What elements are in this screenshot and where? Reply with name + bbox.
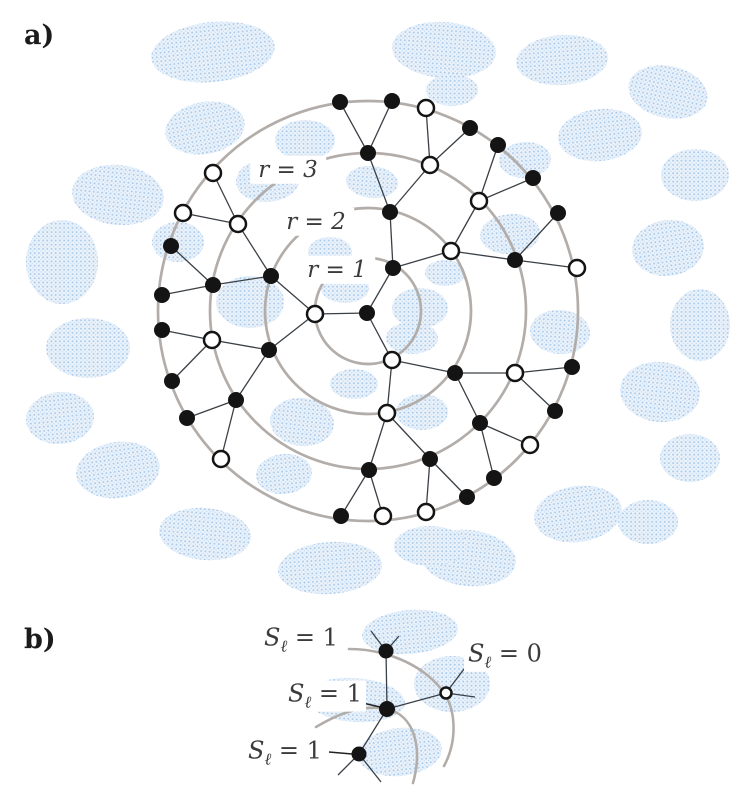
graph-node-filled xyxy=(179,410,195,426)
texture-blob xyxy=(276,538,383,597)
spin-value: = 1 xyxy=(271,736,322,765)
spin-subscript: ℓ xyxy=(484,652,492,672)
panel-a-label: a) xyxy=(24,20,55,51)
graph-node-filled xyxy=(163,238,179,254)
spin-label-top xyxy=(260,625,342,656)
label-connector xyxy=(329,752,352,754)
texture-blob xyxy=(330,369,378,399)
texture-blob xyxy=(152,222,204,262)
texture-blob xyxy=(157,504,253,564)
texture-blob xyxy=(24,389,96,447)
ring-label-r1: r = 1 xyxy=(299,256,375,284)
texture-blob xyxy=(46,318,130,378)
graph-node-open xyxy=(204,332,220,348)
spin-subscript: ℓ xyxy=(264,749,272,769)
graph-node-filled xyxy=(379,701,395,717)
spin-value: = 1 xyxy=(311,679,362,708)
texture-blob xyxy=(161,95,249,160)
panel-b-label: b) xyxy=(24,624,56,655)
texture-blob xyxy=(498,140,552,180)
graph-node-filled xyxy=(459,489,475,505)
graph-node-filled xyxy=(205,277,221,293)
graph-node-open xyxy=(422,157,438,173)
texture-blob xyxy=(390,18,498,81)
graph-node-filled xyxy=(564,359,580,375)
graph-edge xyxy=(368,101,392,153)
graph-node-filled xyxy=(550,205,566,221)
texture-blob xyxy=(628,215,707,280)
graph-node-filled xyxy=(547,403,563,419)
graph-node-filled xyxy=(422,451,438,467)
texture-blob xyxy=(386,322,438,354)
spin-symbol: S xyxy=(264,623,281,652)
spin-value: = 0 xyxy=(491,639,542,668)
graph-node-filled xyxy=(490,137,506,153)
graph-node-filled xyxy=(333,508,349,524)
texture-blob xyxy=(254,451,314,497)
graph-node-filled xyxy=(360,145,376,161)
texture-blob xyxy=(426,74,478,106)
spin-subscript: ℓ xyxy=(304,692,312,712)
graph-node-filled xyxy=(447,365,463,381)
graph-node-open xyxy=(384,352,400,368)
texture-blob xyxy=(617,358,703,426)
texture-blob xyxy=(148,16,278,89)
graph-node-filled xyxy=(263,268,279,284)
graph-node-open xyxy=(418,504,434,520)
spin-symbol: S xyxy=(248,736,265,765)
graph-node-open xyxy=(507,365,523,381)
texture-blob xyxy=(394,526,466,566)
texture-blob xyxy=(529,308,592,356)
graph-edge xyxy=(480,423,494,478)
graph-node-open xyxy=(230,216,246,232)
graph-node-open xyxy=(522,437,538,453)
graph-node-open xyxy=(175,205,191,221)
texture-blob xyxy=(345,164,400,200)
graph-node-open xyxy=(441,688,452,699)
ring-label-r3: r = 3 xyxy=(250,156,326,184)
ring-label-r2: r = 2 xyxy=(278,208,354,236)
graph-node-filled xyxy=(379,644,394,659)
spin-label-bottom xyxy=(244,738,326,769)
graph-node-filled xyxy=(507,252,523,268)
texture-blob xyxy=(216,276,284,328)
graph-node-filled xyxy=(462,120,478,136)
graph-edge xyxy=(340,102,368,153)
texture-blob xyxy=(618,500,678,544)
graph-node-filled xyxy=(385,260,401,276)
spin-symbol: S xyxy=(468,639,485,668)
graph-node-open xyxy=(471,193,487,209)
graph-node-filled xyxy=(384,93,400,109)
texture-blob xyxy=(531,480,626,548)
graph-node-open xyxy=(213,451,229,467)
texture-blob xyxy=(556,105,645,165)
graph-node-filled xyxy=(164,373,180,389)
graph-node-filled xyxy=(154,287,170,303)
spin-symbol: S xyxy=(288,679,305,708)
graph-node-filled xyxy=(382,204,398,220)
graph-node-open xyxy=(205,165,221,181)
graph-node-open xyxy=(379,405,395,421)
graph-edge xyxy=(392,360,455,373)
texture-blob xyxy=(26,220,98,304)
graph-node-open xyxy=(443,243,459,259)
graph-node-open xyxy=(418,100,434,116)
graph-edge xyxy=(236,350,269,400)
graph-node-open xyxy=(569,260,585,276)
graph-edge xyxy=(390,212,393,268)
graph-node-filled xyxy=(332,94,348,110)
graph-edge xyxy=(515,260,577,268)
graph-node-filled xyxy=(525,170,541,186)
texture-blob xyxy=(73,436,164,503)
texture-blob xyxy=(69,160,167,229)
texture-blob xyxy=(514,32,609,88)
graph-node-filled xyxy=(472,415,488,431)
spin-value: = 1 xyxy=(287,623,338,652)
texture-blob xyxy=(670,289,730,361)
graph-edge xyxy=(341,470,369,516)
graph-node-filled xyxy=(359,305,375,321)
spin-label-right xyxy=(464,641,546,672)
spin-subscript: ℓ xyxy=(280,636,288,656)
graph-node-open xyxy=(375,508,391,524)
texture-blob-layer xyxy=(24,16,730,781)
spin-label-middle xyxy=(284,681,366,712)
graph-node-filled xyxy=(228,392,244,408)
graph-node-filled xyxy=(361,462,377,478)
texture-blob xyxy=(660,434,720,482)
texture-blob xyxy=(275,120,335,160)
graph-node-filled xyxy=(486,470,502,486)
graph-node-filled xyxy=(352,747,367,762)
texture-blob xyxy=(478,211,541,256)
graph-node-filled xyxy=(154,322,170,338)
texture-blob xyxy=(661,149,729,201)
graph-node-filled xyxy=(261,342,277,358)
graph-node-open xyxy=(307,306,323,322)
graph-edge xyxy=(455,373,480,423)
texture-blob xyxy=(356,724,445,781)
texture-blob xyxy=(623,58,712,125)
